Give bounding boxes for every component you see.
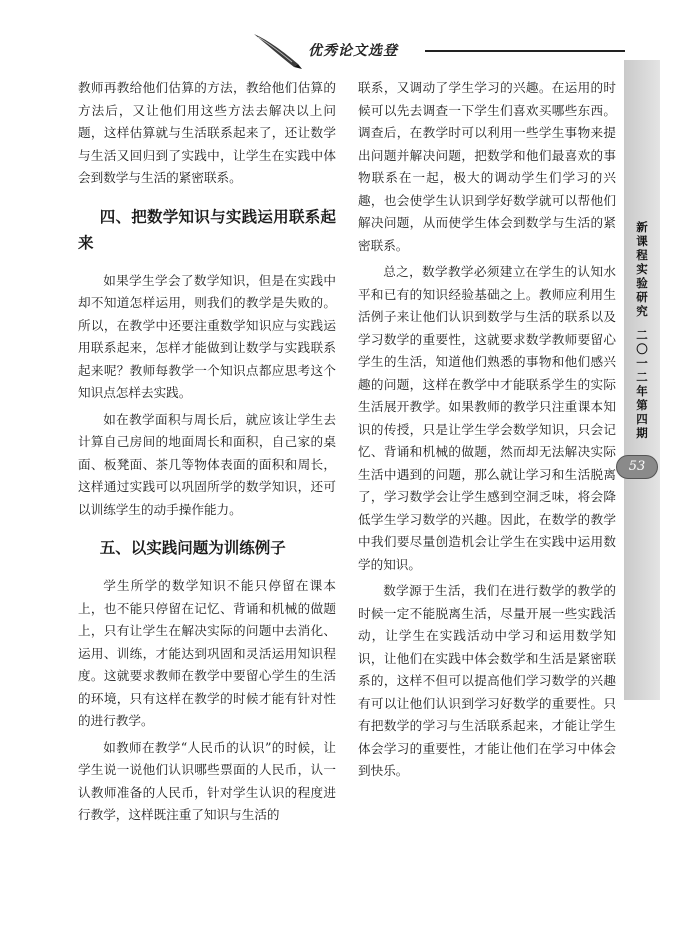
paragraph: 总之，数学教学必须建立在学生的认知水平和已有的知识经验基础之上。教师应利用生活例子来让他们认识到数学与生活的联系以及学习数学的重要性，这就要求数学教师要留心学生的生活，知道他们熟悉的事物和他们感兴趣的问题，这样在教学中才能联系学生的实际生活展开教学。如果教师的教学只注重课本知识的传授，只是让学生学会数学知识，只会记忆、背诵和机械的做题，然而却无法解决实际生活中遇到的问题，那么就让学习和生活脱离了，学习数学会让学生感到空洞乏味，将会降低学生学习数学的兴趣。因此，在数学的教学中我们要尽量创造机会让学生在实践中运用数学的知识。: [358, 264, 616, 572]
pen-nib-icon: [250, 30, 306, 70]
issue-label: 二〇一二年第四期: [636, 328, 648, 440]
section-heading-4: 四、把数学知识与实践运用联系起来: [78, 207, 336, 252]
journal-sidebar: [624, 60, 660, 700]
page-number: 53: [616, 455, 658, 479]
paragraph: 如果学生学会了数学知识，但是在实践中却不知道怎样运用，则我们的教学是失败的。所以，在教学中还要注重数学知识应与实践运用联系起来，怎样才能做到让数学与实践联系起来呢？教师每教学一个知识点都应思考这个知识点怎样去实践。: [78, 272, 336, 400]
header-rule: [425, 50, 625, 52]
paragraph: 联系，又调动了学生学习的兴趣。在运用的时候可以先去调查一下学生们喜欢买哪些东西。调查后，在教学时可以利用一些学生事物来提出问题并解决问题，把数学和他们最喜欢的事物联系在一起，极大的调动学生们学习的兴趣，也会使学生认识到学好数学就可以帮他们解决问题，从而使学生体会到数学与生活的紧密联系。: [358, 80, 616, 253]
page-header: [250, 30, 610, 80]
left-column: [78, 77, 336, 831]
right-column: [358, 77, 616, 787]
section-heading-5: 五、以实践问题为训练例子: [99, 539, 286, 557]
paragraph: 如在教学面积与周长后，就应该让学生去计算自己房间的地面周长和面积，自己家的桌面、板凳面、茶几等物体表面的面积和周长，这样通过实践可以巩固所学的数学知识，还可以训练学生的动手操作能力。: [78, 411, 336, 517]
paragraph: 教师再教给他们估算的方法，教给他们估算的方法后，又让他们用这些方法去解决以上问题，这样估算就与生活联系起来了，还让数学与生活又回归到了实践中，让学生在实践中体会到数学与生活的紧密联系。: [78, 80, 336, 185]
paragraph: 数学源于生活，我们在进行数学的教学的时候一定不能脱离生活，尽量开展一些实践活动，让学生在实践活动中学习和运用数学知识，让他们在实践中体会数学和生活是紧密联系的，这样不但可以提高他们学习数学的兴趣有可以让他们认识到学习好数学的重要性。只有把数学的学习与生活联系起来，才能让学生体会学习的重要性，才能让他们在学习中体会到快乐。: [358, 583, 616, 778]
section-title: 优秀论文选登: [308, 43, 398, 59]
journal-name: 新课程实验研究: [636, 220, 648, 318]
paragraph: 学生所学的数学知识不能只停留在课本上，也不能只停留在记忆、背诵和机械的做题上，只有让学生在解决实际的问题中去消化、运用、训练，才能达到巩固和灵活运用知识程度。这就要求教师在教学中要留心学生的生活的环境，只有这样在教学的时候才能有针对性的进行教学。: [78, 578, 336, 728]
paragraph: 如教师在教学“人民币的认识”的时候，让学生说一说他们认识哪些票面的人民币，认一认教师准备的人民币，针对学生认识的程度进行教学，这样既注重了知识与生活的: [78, 739, 336, 822]
